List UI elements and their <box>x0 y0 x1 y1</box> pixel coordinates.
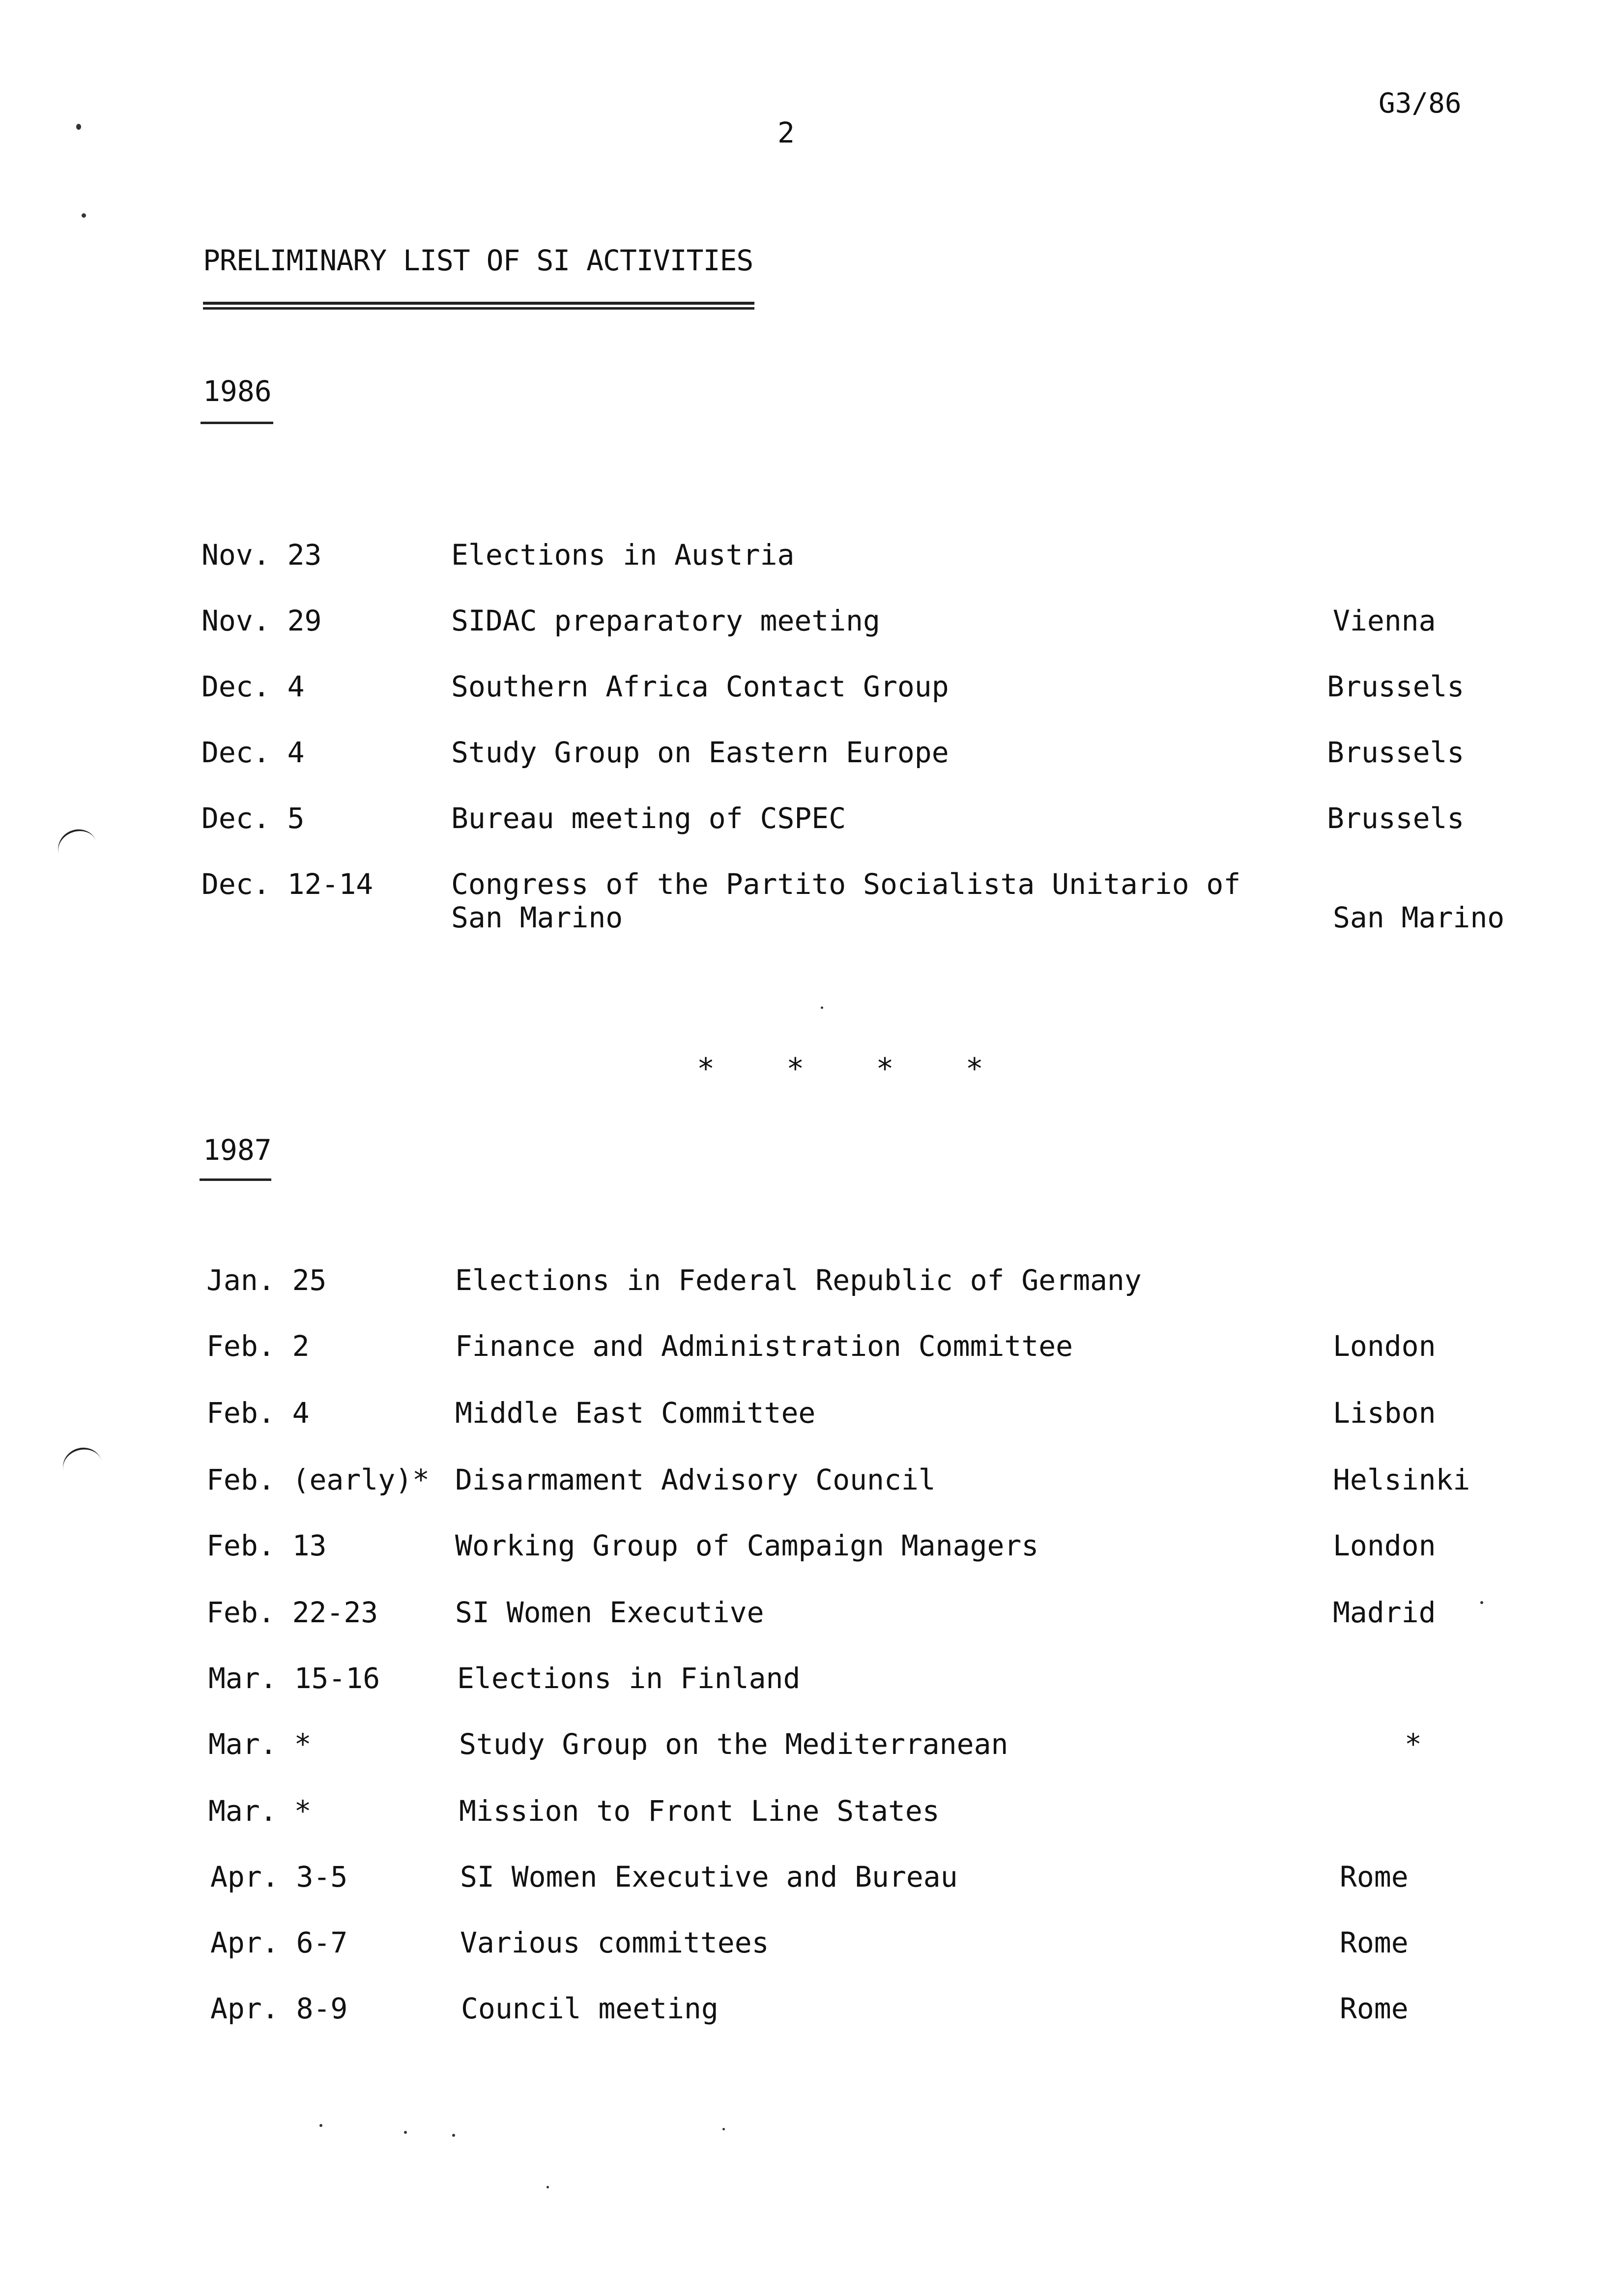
row-place: Brussels <box>1327 670 1465 703</box>
row-date: Dec. 4 <box>202 670 305 703</box>
row-date: Dec. 12-14 <box>202 867 374 901</box>
row-event: Finance and Administration Committee <box>455 1329 1073 1363</box>
row-event: Bureau meeting of CSPEC <box>451 802 846 835</box>
row-place: Rome <box>1340 1926 1409 1959</box>
scan-speck <box>404 2131 407 2134</box>
document-title: PRELIMINARY LIST OF SI ACTIVITIES <box>203 244 753 277</box>
row-event: SIDAC preparatory meeting <box>451 604 880 637</box>
scan-speck <box>82 213 86 218</box>
row-place: San Marino <box>1333 901 1505 934</box>
table-row <box>0 538 1612 572</box>
table-row <box>0 1664 1612 1693</box>
table-row <box>0 1531 1612 1561</box>
row-event: Study Group on Eastern Europe <box>451 736 949 769</box>
row-date: Apr. 6-7 <box>210 1926 348 1959</box>
row-date: Feb. 4 <box>206 1396 310 1430</box>
row-event: Congress of the Partito Socialista Unitario of <box>451 867 1241 901</box>
page-number: 2 <box>777 116 795 149</box>
row-event: Elections in Finland <box>457 1662 801 1695</box>
scan-speck <box>821 1006 823 1009</box>
table-row <box>0 1465 1612 1495</box>
row-event: Working Group of Campaign Managers <box>455 1529 1039 1562</box>
row-date: Mar. 15-16 <box>208 1662 380 1695</box>
row-event: Various committees <box>460 1926 769 1959</box>
row-place: Brussels <box>1327 736 1465 769</box>
row-place: Rome <box>1340 1860 1409 1894</box>
year-underline <box>200 1178 271 1181</box>
row-date: Feb. (early)* <box>206 1463 430 1496</box>
row-event-continuation: San Marino <box>451 901 623 934</box>
row-event: Mission to Front Line States <box>459 1794 940 1828</box>
row-event: Elections in Austria <box>451 538 795 572</box>
year-heading-1986: 1986 <box>203 374 272 408</box>
row-date: Dec. 4 <box>202 736 305 769</box>
table-row <box>0 804 1612 833</box>
table-row <box>0 1794 1612 1828</box>
row-place: Madrid <box>1333 1596 1436 1629</box>
row-event: Council meeting <box>461 1992 719 2025</box>
row-event: Southern Africa Contact Group <box>451 670 949 703</box>
table-row <box>0 867 1612 939</box>
table-row <box>0 1994 1612 2024</box>
scan-speck <box>452 2134 455 2137</box>
row-date: Apr. 3-5 <box>210 1860 348 1894</box>
row-date: Dec. 5 <box>202 802 305 835</box>
row-event: SI Women Executive <box>455 1596 764 1629</box>
row-place: Lisbon <box>1333 1396 1436 1430</box>
table-row <box>0 1727 1612 1761</box>
scan-speck <box>722 2128 725 2130</box>
row-place: London <box>1333 1329 1436 1363</box>
row-event: Study Group on the Mediterranean <box>459 1727 1008 1761</box>
row-date: Feb. 2 <box>206 1329 310 1363</box>
row-date: Feb. 22-23 <box>206 1596 378 1629</box>
year-heading-1987: 1987 <box>203 1133 272 1167</box>
row-event: SI Women Executive and Bureau <box>460 1860 958 1894</box>
scan-speck <box>76 124 81 130</box>
year-underline <box>201 422 273 424</box>
table-row <box>0 1598 1612 1628</box>
scan-speck <box>1480 1601 1483 1604</box>
row-place: Vienna <box>1333 604 1436 637</box>
document-reference: G3/86 <box>1379 87 1462 119</box>
table-row <box>0 672 1612 702</box>
row-place: London <box>1333 1529 1436 1562</box>
scan-speck <box>319 2124 322 2127</box>
table-row <box>0 1928 1612 1958</box>
table-row <box>0 1263 1612 1297</box>
row-event: Elections in Federal Republic of Germany <box>455 1263 1142 1297</box>
row-date: Nov. 29 <box>202 604 322 637</box>
row-date: Apr. 8-9 <box>210 1992 348 2025</box>
table-row <box>0 1329 1612 1363</box>
title-double-underline <box>203 302 754 310</box>
table-row <box>0 738 1612 768</box>
section-separator: * * * * <box>697 1052 983 1086</box>
row-place: Brussels <box>1327 802 1465 835</box>
row-date: Nov. 23 <box>202 538 322 572</box>
table-row <box>0 1396 1612 1430</box>
row-place: * <box>1405 1727 1422 1761</box>
scan-speck <box>547 2186 549 2188</box>
row-date: Mar. * <box>208 1794 312 1828</box>
row-date: Jan. 25 <box>206 1263 327 1297</box>
row-event: Disarmament Advisory Council <box>455 1463 936 1496</box>
row-date: Mar. * <box>208 1727 312 1761</box>
row-place: Rome <box>1340 1992 1409 2025</box>
row-place: Helsinki <box>1333 1463 1470 1496</box>
row-event: Middle East Committee <box>455 1396 816 1430</box>
table-row <box>0 1860 1612 1894</box>
row-date: Feb. 13 <box>206 1529 327 1562</box>
table-row <box>0 606 1612 636</box>
